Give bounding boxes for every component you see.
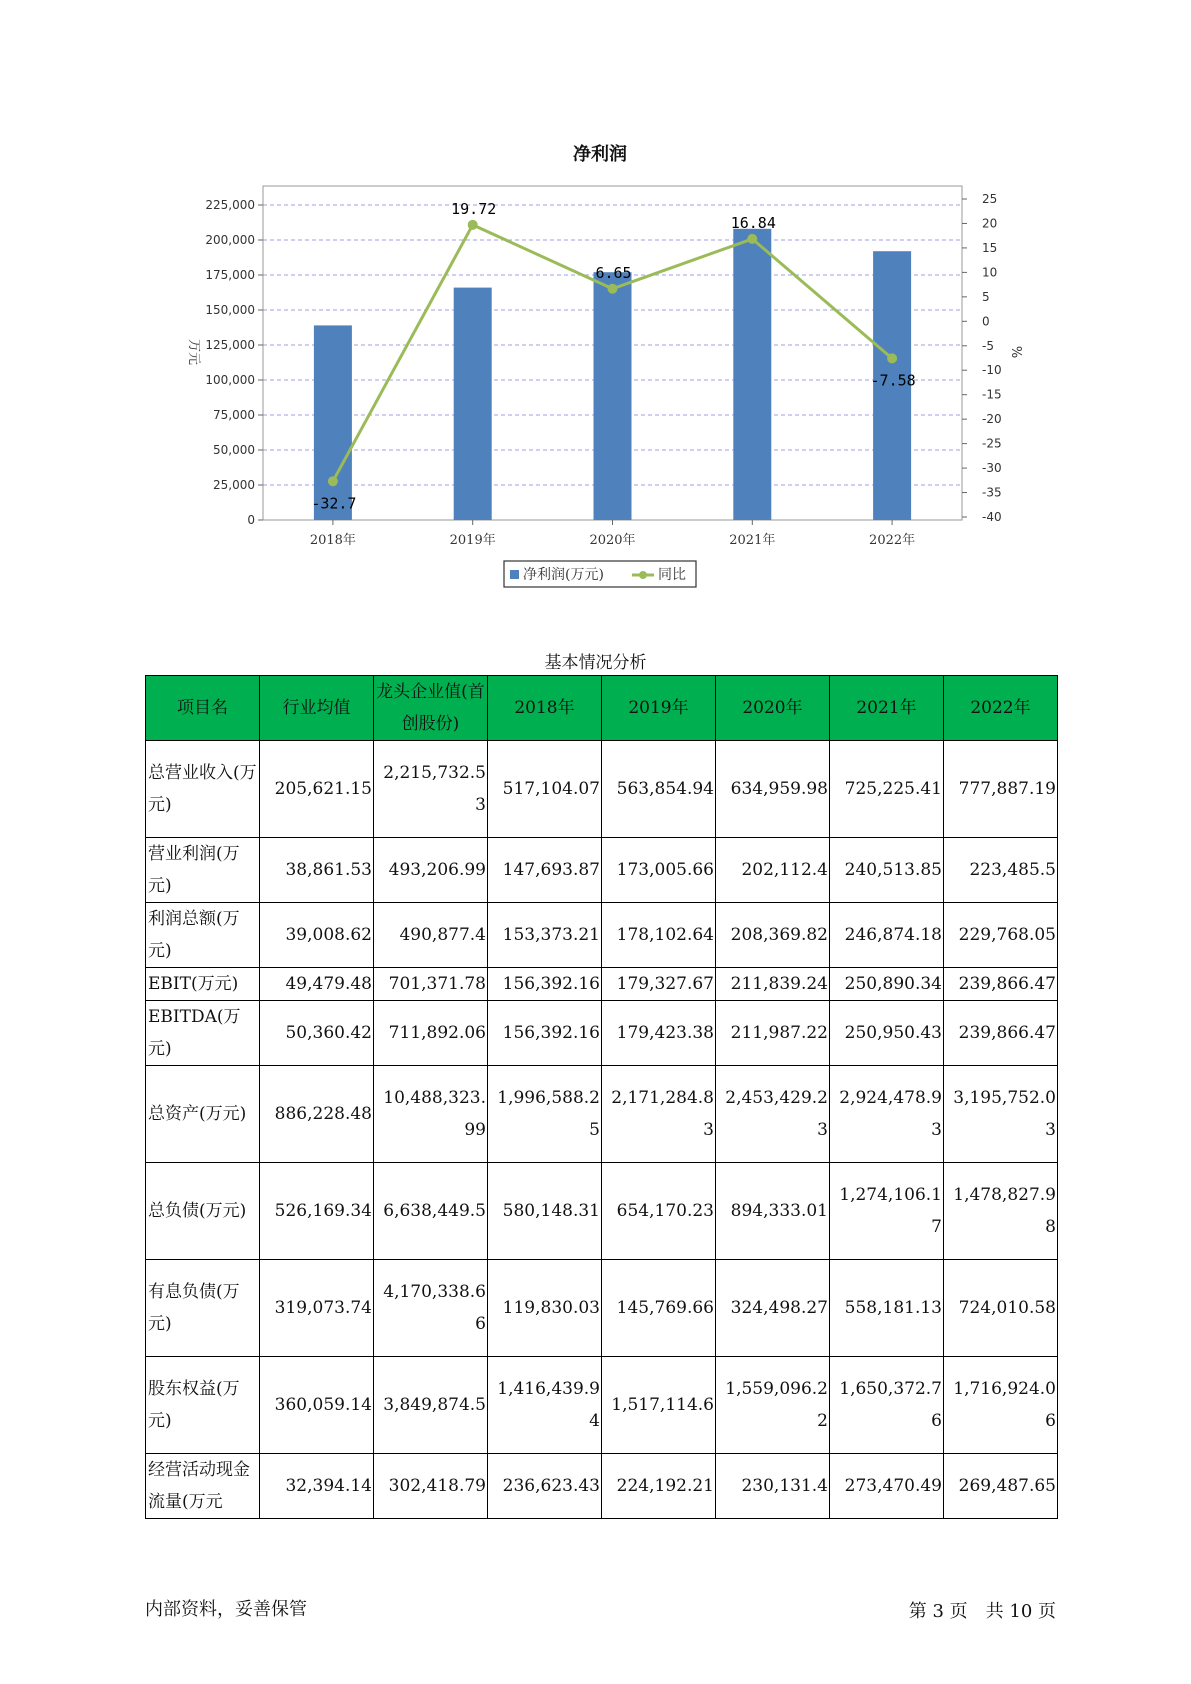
value-cell: 39,008.62 <box>260 903 374 968</box>
y2-tick-label: -40 <box>982 510 1002 524</box>
value-cell: 1,517,114.6 <box>602 1357 716 1454</box>
yoy-point <box>608 284 618 294</box>
y-tick-label: 100,000 <box>205 373 255 387</box>
value-cell: 517,104.07 <box>488 741 602 838</box>
value-cell: 2,171,284.83 <box>602 1066 716 1163</box>
y2-tick-label: 0 <box>982 314 990 329</box>
value-cell: 269,487.65 <box>944 1454 1058 1519</box>
y-tick-label: 50,000 <box>213 443 255 457</box>
value-cell: 319,073.74 <box>260 1260 374 1357</box>
table-header-cell: 2018年 <box>488 676 602 741</box>
value-cell: 50,360.42 <box>260 1001 374 1066</box>
y2-tick-label: -10 <box>982 363 1002 378</box>
legend <box>504 561 696 587</box>
x-tick-label: 2019年 <box>449 533 496 548</box>
y2-tick-label: -20 <box>982 412 1002 427</box>
value-cell: 173,005.66 <box>602 838 716 903</box>
table-row <box>146 1163 1058 1260</box>
value-cell: 246,874.18 <box>830 903 944 968</box>
value-cell: 156,392.16 <box>488 1001 602 1066</box>
table-header-row <box>146 676 1058 741</box>
row-label-cell: EBIT(万元) <box>146 968 260 1001</box>
legend-bar-swatch <box>510 570 519 579</box>
value-cell: 250,950.43 <box>830 1001 944 1066</box>
y-tick-label: 0 <box>247 513 255 527</box>
row-label-cell: EBITDA(万元) <box>146 1001 260 1066</box>
table-header-cell: 2020年 <box>716 676 830 741</box>
value-cell: 236,623.43 <box>488 1454 602 1519</box>
value-cell: 580,148.31 <box>488 1163 602 1260</box>
table-header-cell: 2019年 <box>602 676 716 741</box>
value-cell: 654,170.23 <box>602 1163 716 1260</box>
legend-line-marker <box>639 571 647 579</box>
value-cell: 38,861.53 <box>260 838 374 903</box>
table-header-cell: 2021年 <box>830 676 944 741</box>
value-cell: 2,215,732.53 <box>374 741 488 838</box>
value-cell: 1,274,106.17 <box>830 1163 944 1260</box>
row-label-cell: 股东权益(万元) <box>146 1357 260 1454</box>
value-cell: 49,479.48 <box>260 968 374 1001</box>
y-tick-label: 25,000 <box>213 478 255 492</box>
x-tick-label: 2021年 <box>729 533 776 548</box>
data-label: 16.84 <box>730 213 776 232</box>
data-label: 19.72 <box>451 199 497 218</box>
table-row <box>146 1454 1058 1519</box>
x-tick-label: 2018年 <box>309 533 356 548</box>
y-axis-label: 万元 <box>186 338 201 366</box>
value-cell: 178,102.64 <box>602 903 716 968</box>
table-row <box>146 1001 1058 1066</box>
value-cell: 240,513.85 <box>830 838 944 903</box>
value-cell: 2,453,429.23 <box>716 1066 830 1163</box>
yoy-point <box>887 353 897 363</box>
value-cell: 886,228.48 <box>260 1066 374 1163</box>
bar <box>314 325 352 520</box>
y2-tick-label: 15 <box>982 240 998 255</box>
value-cell: 324,498.27 <box>716 1260 830 1357</box>
y2-tick-label: -25 <box>982 436 1002 451</box>
value-cell: 724,010.58 <box>944 1260 1058 1357</box>
value-cell: 1,416,439.94 <box>488 1357 602 1454</box>
value-cell: 634,959.98 <box>716 741 830 838</box>
value-cell: 145,769.66 <box>602 1260 716 1357</box>
basic-analysis-table <box>145 675 1058 1519</box>
value-cell: 1,650,372.76 <box>830 1357 944 1454</box>
bar <box>733 229 771 520</box>
table-row <box>146 903 1058 968</box>
value-cell: 229,768.05 <box>944 903 1058 968</box>
y2-tick-label: 5 <box>982 289 990 304</box>
value-cell: 230,131.4 <box>716 1454 830 1519</box>
yoy-point <box>328 476 338 486</box>
table-row <box>146 968 1058 1001</box>
value-cell: 119,830.03 <box>488 1260 602 1357</box>
value-cell: 32,394.14 <box>260 1454 374 1519</box>
data-label: -7.58 <box>870 371 916 390</box>
table-header-cell: 龙头企业值(首创股份) <box>374 676 488 741</box>
y2-tick-label: -35 <box>982 485 1002 500</box>
y2-tick-label: -5 <box>982 338 994 353</box>
value-cell: 1,996,588.25 <box>488 1066 602 1163</box>
value-cell: 273,470.49 <box>830 1454 944 1519</box>
value-cell: 156,392.16 <box>488 968 602 1001</box>
value-cell: 302,418.79 <box>374 1454 488 1519</box>
value-cell: 701,371.78 <box>374 968 488 1001</box>
y2-axis-label: % <box>1008 345 1023 359</box>
table-caption: 基本情况分析 <box>544 653 647 673</box>
y2-tick-label: 25 <box>982 192 998 206</box>
value-cell: 10,488,323.99 <box>374 1066 488 1163</box>
y-tick-label: 225,000 <box>205 198 255 212</box>
row-label-cell: 利润总额(万元) <box>146 903 260 968</box>
value-cell: 6,638,449.5 <box>374 1163 488 1260</box>
row-label-cell: 有息负债(万元) <box>146 1260 260 1357</box>
table-row <box>146 1066 1058 1163</box>
page-number: 第 3 页 共 10 页 <box>908 1601 1056 1622</box>
bar <box>594 272 632 520</box>
value-cell: 250,890.34 <box>830 968 944 1001</box>
value-cell: 153,373.21 <box>488 903 602 968</box>
value-cell: 1,716,924.06 <box>944 1357 1058 1454</box>
y2-tick-label: -30 <box>982 461 1002 476</box>
value-cell: 3,849,874.5 <box>374 1357 488 1454</box>
value-cell: 3,195,752.03 <box>944 1066 1058 1163</box>
legend-line-label: 同比 <box>658 567 686 583</box>
y-tick-label: 175,000 <box>205 268 255 282</box>
row-label-cell: 经营活动现金流量(万元 <box>146 1454 260 1519</box>
x-tick-label: 2022年 <box>869 533 916 548</box>
value-cell: 725,225.41 <box>830 741 944 838</box>
table-header-cell: 2022年 <box>944 676 1058 741</box>
row-label-cell: 总资产(万元) <box>146 1066 260 1163</box>
row-label-cell: 营业利润(万元) <box>146 838 260 903</box>
y-tick-label: 125,000 <box>205 338 255 352</box>
value-cell: 711,892.06 <box>374 1001 488 1066</box>
y2-tick-label: -15 <box>982 387 1002 402</box>
value-cell: 224,192.21 <box>602 1454 716 1519</box>
value-cell: 211,987.22 <box>716 1001 830 1066</box>
value-cell: 147,693.87 <box>488 838 602 903</box>
value-cell: 2,924,478.93 <box>830 1066 944 1163</box>
value-cell: 563,854.94 <box>602 741 716 838</box>
table-body <box>146 741 1058 1519</box>
table-row <box>146 1357 1058 1454</box>
table-row <box>146 741 1058 838</box>
value-cell: 205,621.15 <box>260 741 374 838</box>
y2-tick-label: 10 <box>982 265 998 280</box>
legend-bar-label: 净利润(万元) <box>523 567 604 583</box>
value-cell: 1,559,096.22 <box>716 1357 830 1454</box>
value-cell: 202,112.4 <box>716 838 830 903</box>
value-cell: 777,887.19 <box>944 741 1058 838</box>
value-cell: 208,369.82 <box>716 903 830 968</box>
y-tick-label: 200,000 <box>205 233 255 247</box>
value-cell: 558,181.13 <box>830 1260 944 1357</box>
data-label: -32.7 <box>311 494 357 513</box>
table-header-cell: 项目名 <box>146 676 260 741</box>
row-label-cell: 总营业收入(万元) <box>146 741 260 838</box>
chart-title: 净利润 <box>573 144 627 165</box>
table-row <box>146 1260 1058 1357</box>
bar <box>454 288 492 520</box>
value-cell: 211,839.24 <box>716 968 830 1001</box>
value-cell: 493,206.99 <box>374 838 488 903</box>
value-cell: 179,423.38 <box>602 1001 716 1066</box>
row-label-cell: 总负债(万元) <box>146 1163 260 1260</box>
value-cell: 179,327.67 <box>602 968 716 1001</box>
data-label: 6.65 <box>595 263 632 282</box>
net-profit-chart <box>0 0 1191 600</box>
value-cell: 360,059.14 <box>260 1357 374 1454</box>
value-cell: 223,485.5 <box>944 838 1058 903</box>
value-cell: 239,866.47 <box>944 1001 1058 1066</box>
table-row <box>146 838 1058 903</box>
value-cell: 526,169.34 <box>260 1163 374 1260</box>
y-tick-label: 150,000 <box>205 303 255 317</box>
value-cell: 894,333.01 <box>716 1163 830 1260</box>
yoy-point <box>747 234 757 244</box>
yoy-point <box>468 220 478 230</box>
value-cell: 4,170,338.66 <box>374 1260 488 1357</box>
value-cell: 239,866.47 <box>944 968 1058 1001</box>
x-tick-label: 2020年 <box>589 533 636 548</box>
footer-note: 内部资料，妥善保管 <box>145 1599 307 1620</box>
value-cell: 490,877.4 <box>374 903 488 968</box>
table-header-cell: 行业均值 <box>260 676 374 741</box>
y2-tick-label: 20 <box>982 216 998 231</box>
value-cell: 1,478,827.98 <box>944 1163 1058 1260</box>
y-tick-label: 75,000 <box>213 408 255 422</box>
